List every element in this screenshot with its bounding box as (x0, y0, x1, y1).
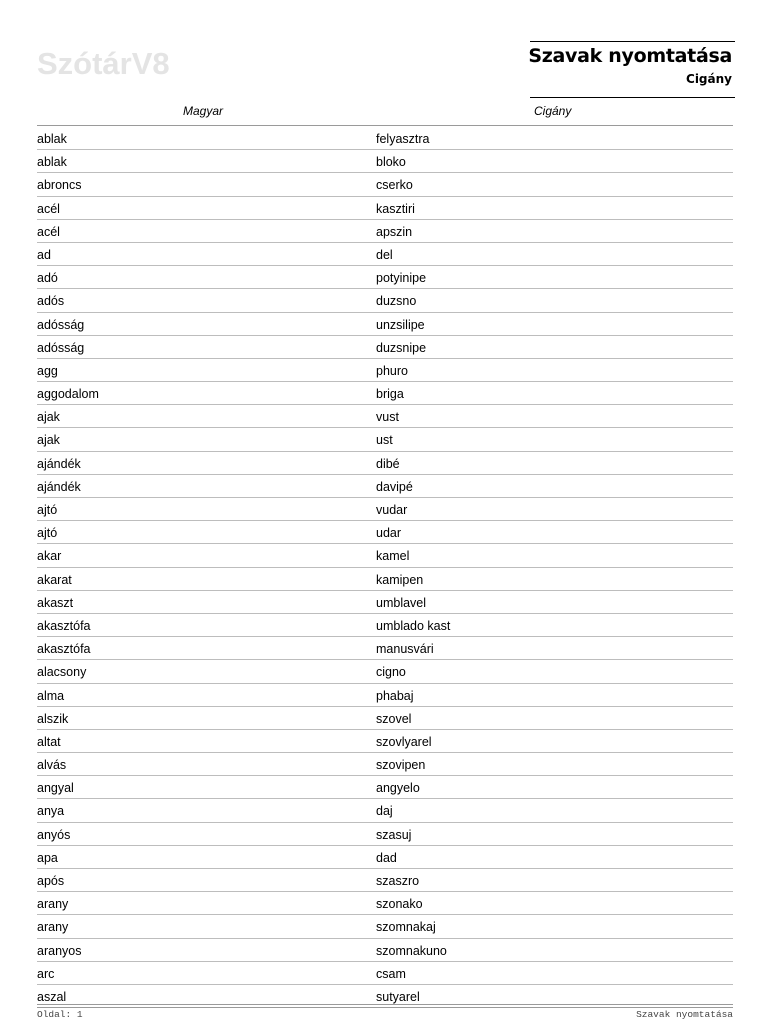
magyar-word: angyal (37, 781, 74, 796)
table-row (37, 405, 733, 428)
cigany-word: bloko (376, 155, 406, 170)
magyar-word: aszal (37, 989, 67, 1004)
cigany-word: phabaj (376, 688, 414, 703)
magyar-word: akasztófa (37, 618, 91, 633)
table-row (37, 521, 733, 544)
magyar-word: ajak (37, 433, 60, 448)
magyar-word: arc (37, 966, 55, 981)
cigany-word: kamipen (376, 572, 424, 587)
table-row (37, 220, 733, 243)
table-row (37, 544, 733, 567)
table-row (37, 660, 733, 683)
page-subtitle: Cigány (686, 72, 732, 86)
cigany-word: szovlyarel (376, 734, 432, 749)
table-row (37, 243, 733, 266)
cigany-word: szomnakaj (376, 920, 436, 935)
cigany-word: daj (376, 804, 393, 819)
table-row (37, 684, 733, 707)
magyar-word: ad (37, 247, 51, 262)
cigany-word: duzsno (376, 294, 417, 309)
cigany-word: umblavel (376, 595, 427, 610)
magyar-word: adó (37, 271, 58, 286)
magyar-word: akasztófa (37, 642, 91, 657)
magyar-word: apa (37, 850, 58, 865)
table-row (37, 359, 733, 382)
page-number: Oldal: 1 (37, 1009, 83, 1020)
table-row (37, 173, 733, 196)
magyar-word: agg (37, 363, 58, 378)
table-row (37, 846, 733, 869)
magyar-word: adós (37, 294, 65, 309)
cigany-word: dad (376, 850, 397, 865)
magyar-word: ajtó (37, 526, 58, 541)
cigany-word: udar (376, 526, 402, 541)
footer-divider (37, 1004, 733, 1008)
magyar-word: aranyos (37, 943, 82, 958)
magyar-word: akaszt (37, 595, 74, 610)
cigany-word: davipé (376, 479, 413, 494)
table-row (37, 289, 733, 312)
page-title: Szavak nyomtatása (528, 45, 732, 67)
table-row (37, 475, 733, 498)
magyar-word: anyós (37, 827, 71, 842)
table-row (37, 730, 733, 753)
table-row (37, 127, 733, 150)
cigany-word: felyasztra (376, 132, 430, 146)
cigany-word: dibé (376, 456, 400, 471)
magyar-word: ajándék (37, 479, 81, 494)
table-row (37, 753, 733, 776)
magyar-word: arany (37, 920, 69, 935)
cigany-word: del (376, 247, 393, 262)
magyar-word: ablak (37, 155, 67, 170)
magyar-word: aggodalom (37, 387, 99, 402)
table-row (37, 915, 733, 938)
cigany-word: szovel (376, 711, 412, 726)
cigany-word: duzsnipe (376, 340, 427, 355)
table-row (37, 313, 733, 336)
cigany-word: kasztiri (376, 201, 415, 216)
cigany-word: cserko (376, 178, 413, 193)
column-header-magyar: Magyar (183, 104, 224, 118)
cigany-word: manusvári (376, 642, 434, 657)
table-row (37, 452, 733, 475)
table-row (37, 382, 733, 405)
cigany-word: szasuj (376, 827, 412, 842)
table-row (37, 823, 733, 846)
table-row (37, 568, 733, 591)
magyar-word: adósság (37, 317, 85, 332)
footer-title: Szavak nyomtatása (636, 1009, 733, 1020)
cigany-word: unzsilipe (376, 317, 425, 332)
magyar-word: abroncs (37, 178, 82, 193)
table-row (37, 266, 733, 289)
table-row (37, 799, 733, 822)
cigany-word: vust (376, 410, 399, 425)
table-row (37, 336, 733, 359)
magyar-word: alszik (37, 711, 69, 726)
cigany-word: umblado kast (376, 618, 451, 633)
cigany-word: kamel (376, 549, 410, 564)
table-row (37, 776, 733, 799)
magyar-word: ablak (37, 132, 67, 146)
magyar-word: akar (37, 549, 62, 564)
cigany-word: sutyarel (376, 989, 420, 1004)
word-table (37, 127, 733, 1008)
table-row (37, 150, 733, 173)
title-block (530, 41, 735, 98)
cigany-word: cigno (376, 665, 406, 680)
cigany-word: ust (376, 433, 393, 448)
magyar-word: anya (37, 804, 65, 819)
table-row (37, 637, 733, 660)
table-row (37, 428, 733, 451)
table-row (37, 614, 733, 637)
magyar-word: adósság (37, 340, 85, 355)
cigany-word: apszin (376, 224, 413, 239)
cigany-word: szaszro (376, 874, 420, 888)
table-row (37, 591, 733, 614)
magyar-word: acél (37, 201, 60, 216)
app-logo: SzótárV8 (37, 46, 170, 81)
magyar-word: arany (37, 897, 69, 912)
cigany-word: angyelo (376, 781, 420, 796)
magyar-word: alma (37, 688, 65, 703)
magyar-word: ajtó (37, 503, 58, 517)
magyar-word: após (37, 874, 65, 888)
cigany-word: briga (376, 387, 404, 402)
cigany-word: szomnakuno (376, 943, 447, 958)
cigany-word: phuro (376, 363, 408, 378)
cigany-word: vudar (376, 503, 408, 517)
column-header-cigany: Cigány (534, 104, 572, 118)
table-row (37, 962, 733, 985)
magyar-word: acél (37, 224, 60, 239)
cigany-word: szovipen (376, 758, 426, 773)
table-row (37, 892, 733, 915)
magyar-word: altat (37, 734, 61, 749)
table-row (37, 707, 733, 730)
magyar-word: alacsony (37, 665, 87, 680)
table-row (37, 498, 733, 521)
magyar-word: akarat (37, 572, 72, 587)
cigany-word: potyinipe (376, 271, 427, 286)
magyar-word: ajak (37, 410, 60, 425)
magyar-word: alvás (37, 758, 67, 773)
header-divider (37, 125, 733, 126)
table-row (37, 197, 733, 220)
cigany-word: szonako (376, 897, 423, 912)
magyar-word: ajándék (37, 456, 81, 471)
table-row (37, 939, 733, 962)
table-row (37, 869, 733, 892)
cigany-word: csam (376, 966, 406, 981)
